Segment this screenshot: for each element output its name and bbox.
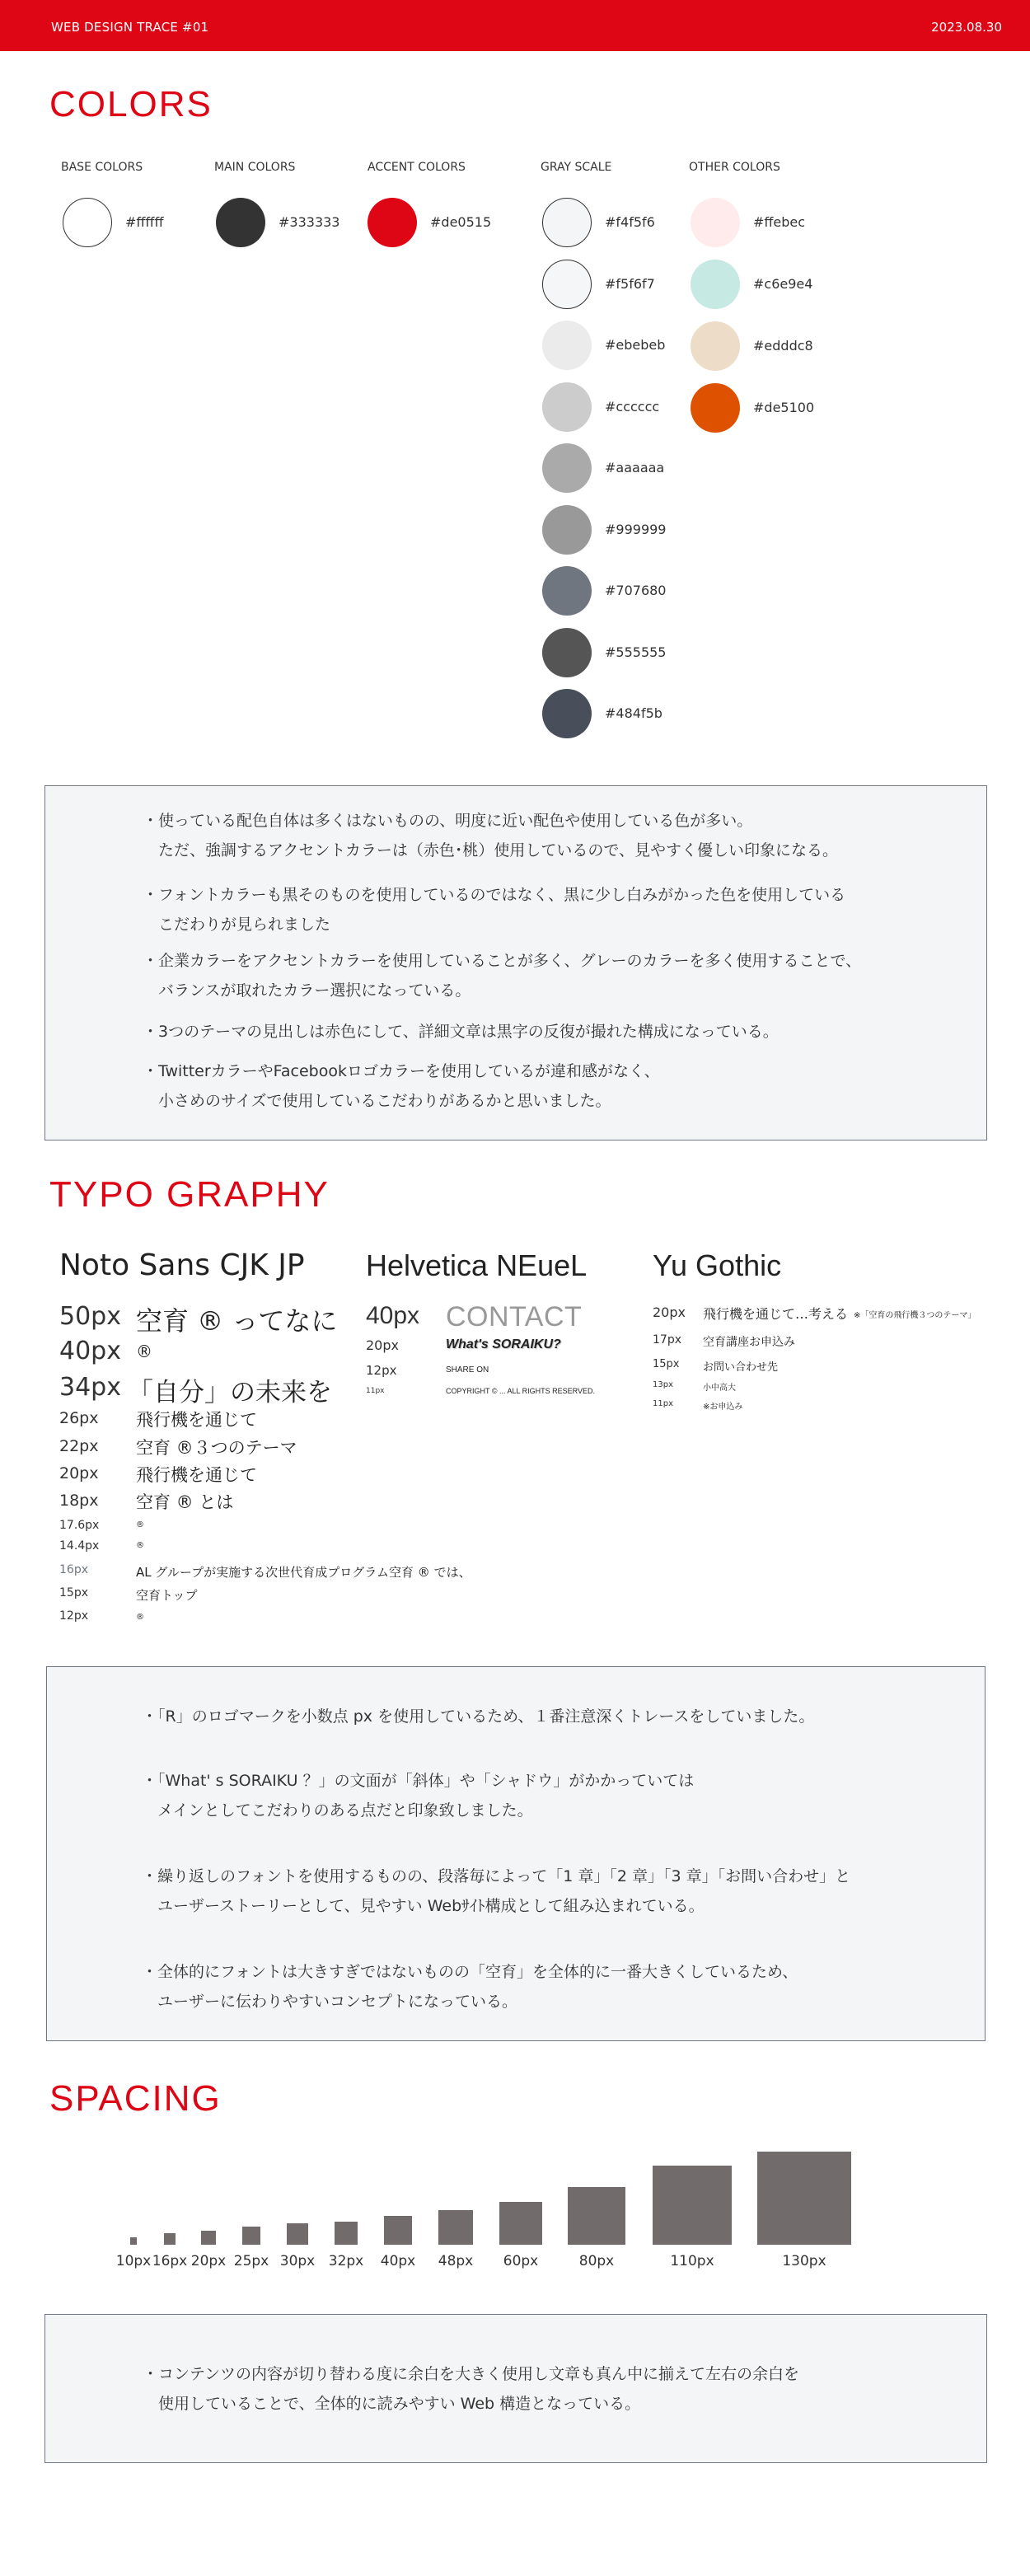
helvetica-size-label: 12px xyxy=(366,1363,397,1378)
spacing-bar xyxy=(438,2210,473,2245)
color-hex-label: #c6e9e4 xyxy=(753,276,813,292)
color-swatch xyxy=(691,321,740,371)
noto-size-label: 34px xyxy=(59,1373,121,1402)
color-hex-label: #ebebeb xyxy=(605,337,666,353)
base-colors-heading: BASE COLORS xyxy=(61,161,143,174)
helvetica-size-label: 20px xyxy=(366,1337,399,1353)
header-date: 2023.08.30 xyxy=(931,20,1002,35)
yu-sample-note: ※「空育の飛行機３つのテーマ」 xyxy=(854,1311,976,1320)
spacing-bar xyxy=(384,2216,413,2245)
yu-sample: お問い合わせ先 xyxy=(703,1361,779,1374)
yu-size-label: 20px xyxy=(653,1304,686,1320)
colors-note-line: ・3つのテーマの見出しは赤色にして、詳細文章は黒字の反復が撮れた構成になっている。 xyxy=(143,1023,779,1041)
color-swatch xyxy=(542,321,592,370)
noto-size-label: 12px xyxy=(59,1609,88,1623)
yu-size-label: 15px xyxy=(653,1358,680,1370)
color-swatch xyxy=(691,260,740,309)
spacing-bar xyxy=(653,2166,732,2245)
color-swatch xyxy=(542,443,592,493)
colors-note-line: バランスが取れたカラー選択になっている。 xyxy=(143,981,471,1000)
noto-size-label: 22px xyxy=(59,1437,99,1455)
color-hex-label: #f5f6f7 xyxy=(605,275,655,292)
noto-sample: 空育 ® とは xyxy=(136,1492,234,1512)
color-hex-label: #de5100 xyxy=(753,400,815,415)
noto-size-label: 17.6px xyxy=(59,1519,100,1532)
noto-size-label: 26px xyxy=(59,1409,99,1427)
noto-size-label: 16px xyxy=(59,1563,88,1576)
helvetica-sample-whats: What's SORAIKU? xyxy=(446,1337,561,1351)
yu-size-label: 13px xyxy=(653,1380,673,1389)
colors-note-line: ・使っている配色自体は多くはないものの、明度に近い配色や使用している色が多い。 xyxy=(143,812,753,830)
spacing-section-title: SPACING xyxy=(49,2078,222,2119)
color-swatch xyxy=(63,198,112,247)
typography-section-title: TYPO GRAPHY xyxy=(49,1174,330,1215)
yu-sample: 小中高大 xyxy=(703,1384,736,1393)
color-hex-label: #ffffff xyxy=(125,214,164,230)
spacing-bar-label: 25px xyxy=(233,2253,269,2269)
header-bar xyxy=(0,0,1030,51)
colors-section-title: COLORS xyxy=(49,84,213,124)
noto-sample: ® xyxy=(136,1613,144,1622)
typography-note-line: ユーザーストーリーとして、見やすい Webｻｲﾄ構成として組み込まれている。 xyxy=(142,1897,705,1915)
color-hex-label: #de0515 xyxy=(430,214,492,230)
yu-size-label: 11px xyxy=(653,1399,673,1408)
spacing-bar-label: 30px xyxy=(279,2253,316,2269)
spacing-bar xyxy=(568,2187,625,2245)
noto-sample: 飛行機を通じて xyxy=(136,1410,257,1430)
spacing-bar-label: 60px xyxy=(503,2253,539,2269)
spacing-bar-label: 130px xyxy=(782,2253,826,2269)
helvetica-sample-contact: CONTACT xyxy=(446,1301,583,1332)
noto-sample: ® xyxy=(136,1342,152,1361)
spacing-bar-label: 10px xyxy=(115,2253,152,2269)
colors-note-line: こだわりが見られました xyxy=(143,916,331,934)
spacing-bar xyxy=(335,2222,358,2245)
yu-sample: ※お申込み xyxy=(703,1403,743,1412)
noto-sample: 空育 ® ってなに xyxy=(136,1305,338,1337)
helvetica-sample-copyright: COPYRIGHT © ... ALL RIGHTS RESERVED. xyxy=(446,1387,596,1395)
helvetica-sample-share: SHARE ON xyxy=(446,1365,489,1375)
color-hex-label: #555555 xyxy=(605,644,667,660)
color-hex-label: #999999 xyxy=(605,521,667,537)
noto-size-label: 50px xyxy=(59,1302,121,1331)
spacing-bar-label: 20px xyxy=(190,2253,227,2269)
spacing-bar xyxy=(130,2237,138,2245)
typography-note-line: ・繰り返しのフォントを使用するものの、段落毎によって「1 章」「2 章」「3 章」「お問い合わせ」と xyxy=(142,1867,851,1885)
color-swatch xyxy=(691,198,740,247)
spacing-bar-label: 48px xyxy=(438,2253,474,2269)
accent-colors-heading: ACCENT COLORS xyxy=(368,161,466,174)
noto-size-label: 15px xyxy=(59,1586,88,1599)
spacing-notes-box xyxy=(44,2314,987,2463)
spacing-bar xyxy=(164,2233,176,2245)
spacing-bar-label: 110px xyxy=(670,2253,714,2269)
color-hex-label: #f4f5f6 xyxy=(605,214,655,230)
color-swatch xyxy=(542,628,592,677)
color-swatch xyxy=(542,689,592,738)
typography-note-line: ・「R」のロゴマークを小数点 px を使用しているため、１番注意深くトレースをしていました。 xyxy=(142,1707,815,1726)
typography-note-line: ユーザーに伝わりやすいコンセプトになっている。 xyxy=(142,1993,518,2011)
spacing-bar xyxy=(201,2231,215,2245)
noto-size-label: 14.4px xyxy=(59,1539,100,1553)
typography-note-line: メインとしてこだわりのある点だと印象致しました。 xyxy=(142,1801,533,1820)
helvetica-size-label: 11px xyxy=(366,1387,385,1395)
noto-sample: AL グループが実施する次世代育成プログラム空育 ® では、 xyxy=(136,1565,471,1580)
yu-size-label: 17px xyxy=(653,1333,681,1347)
helvetica-font-name: Helvetica NEueL xyxy=(366,1248,588,1282)
typography-notes-box xyxy=(46,1666,986,2041)
main-colors-heading: MAIN COLORS xyxy=(214,161,296,174)
noto-size-label: 20px xyxy=(59,1464,99,1482)
helvetica-size-label: 40px xyxy=(366,1302,420,1329)
color-swatch xyxy=(368,198,417,247)
colors-note-line: ・企業カラーをアクセントカラーを使用していることが多く、グレーのカラーを多く使用することで、 xyxy=(143,952,862,970)
color-hex-label: #333333 xyxy=(279,214,340,230)
spacing-bar-label: 80px xyxy=(578,2253,615,2269)
noto-sample: 飛行機を通じて xyxy=(136,1465,257,1485)
typography-note-line: ・全体的にフォントは大きすぎではないものの「空育」を全体的に一番大きくしているため、 xyxy=(142,1963,798,1981)
other-colors-heading: OTHER COLORS xyxy=(689,161,780,174)
spacing-bar xyxy=(287,2223,308,2245)
spacing-bar xyxy=(499,2202,542,2245)
noto-sample: ® xyxy=(136,1520,144,1529)
noto-sample: 空育トップ xyxy=(136,1588,198,1603)
noto-size-label: 18px xyxy=(59,1492,99,1510)
typography-note-line: ・「What' s SORAIKU ？」の文面が「斜体」や「シャドウ」がかかっていては xyxy=(142,1772,695,1790)
color-hex-label: #cccccc xyxy=(605,398,660,415)
colors-note-line: 小さめのサイズで使用しているこだわりがあるかと思いました。 xyxy=(143,1092,611,1110)
colors-note-line: ・フォントカラーも黒そのものを使用しているのではなく、黒に少し白みがかった色を使用している xyxy=(143,886,846,904)
spacing-bar-label: 32px xyxy=(328,2253,364,2269)
colors-note-line: ・TwitterカラーやFacebookロゴカラーを使用しているが違和感がなく、 xyxy=(143,1062,660,1080)
spacing-note-line: ・コンテンツの内容が切り替わる度に余白を大きく使用し文章も真ん中に揃えて左右の余白を xyxy=(143,2365,800,2383)
color-swatch xyxy=(542,198,592,247)
color-hex-label: #ffebec xyxy=(753,214,806,230)
colors-notes-box xyxy=(44,785,987,1140)
spacing-note-line: 使用していることで、全体的に読みやすい Web 構造となっている。 xyxy=(143,2395,641,2413)
spacing-bar xyxy=(757,2152,850,2245)
yu-gothic-font-name: Yu Gothic xyxy=(653,1248,782,1282)
color-swatch xyxy=(542,566,592,616)
spacing-bar-label: 16px xyxy=(152,2253,188,2269)
color-hex-label: #aaaaaa xyxy=(605,460,665,475)
color-hex-label: #484f5b xyxy=(605,705,662,721)
color-swatch xyxy=(542,260,592,309)
spacing-bar-label: 40px xyxy=(380,2253,416,2269)
noto-font-name: Noto Sans CJK JP xyxy=(59,1248,305,1282)
color-swatch xyxy=(691,383,740,433)
noto-sample: 空育 ®３つのテーマ xyxy=(136,1438,297,1458)
header-title: WEB DESIGN TRACE #01 xyxy=(51,20,209,35)
noto-sample: ® xyxy=(136,1541,144,1550)
spacing-bar xyxy=(242,2227,260,2245)
gray-scale-heading: GRAY SCALE xyxy=(541,161,612,174)
noto-sample: 「自分」の未来を xyxy=(128,1378,332,1407)
colors-note-line: ただ、強調するアクセントカラーは（赤色･桃）使用しているので、見やすく優しい印象になる。 xyxy=(143,841,838,859)
color-swatch xyxy=(216,198,265,247)
color-hex-label: #edddc8 xyxy=(753,338,813,354)
color-swatch xyxy=(542,505,592,555)
color-hex-label: #707680 xyxy=(605,583,667,598)
noto-size-label: 40px xyxy=(59,1337,121,1365)
yu-sample: 空育講座お申込み xyxy=(703,1336,795,1349)
yu-sample: 飛行機を通じて…考える xyxy=(703,1306,849,1322)
color-swatch xyxy=(542,382,592,432)
